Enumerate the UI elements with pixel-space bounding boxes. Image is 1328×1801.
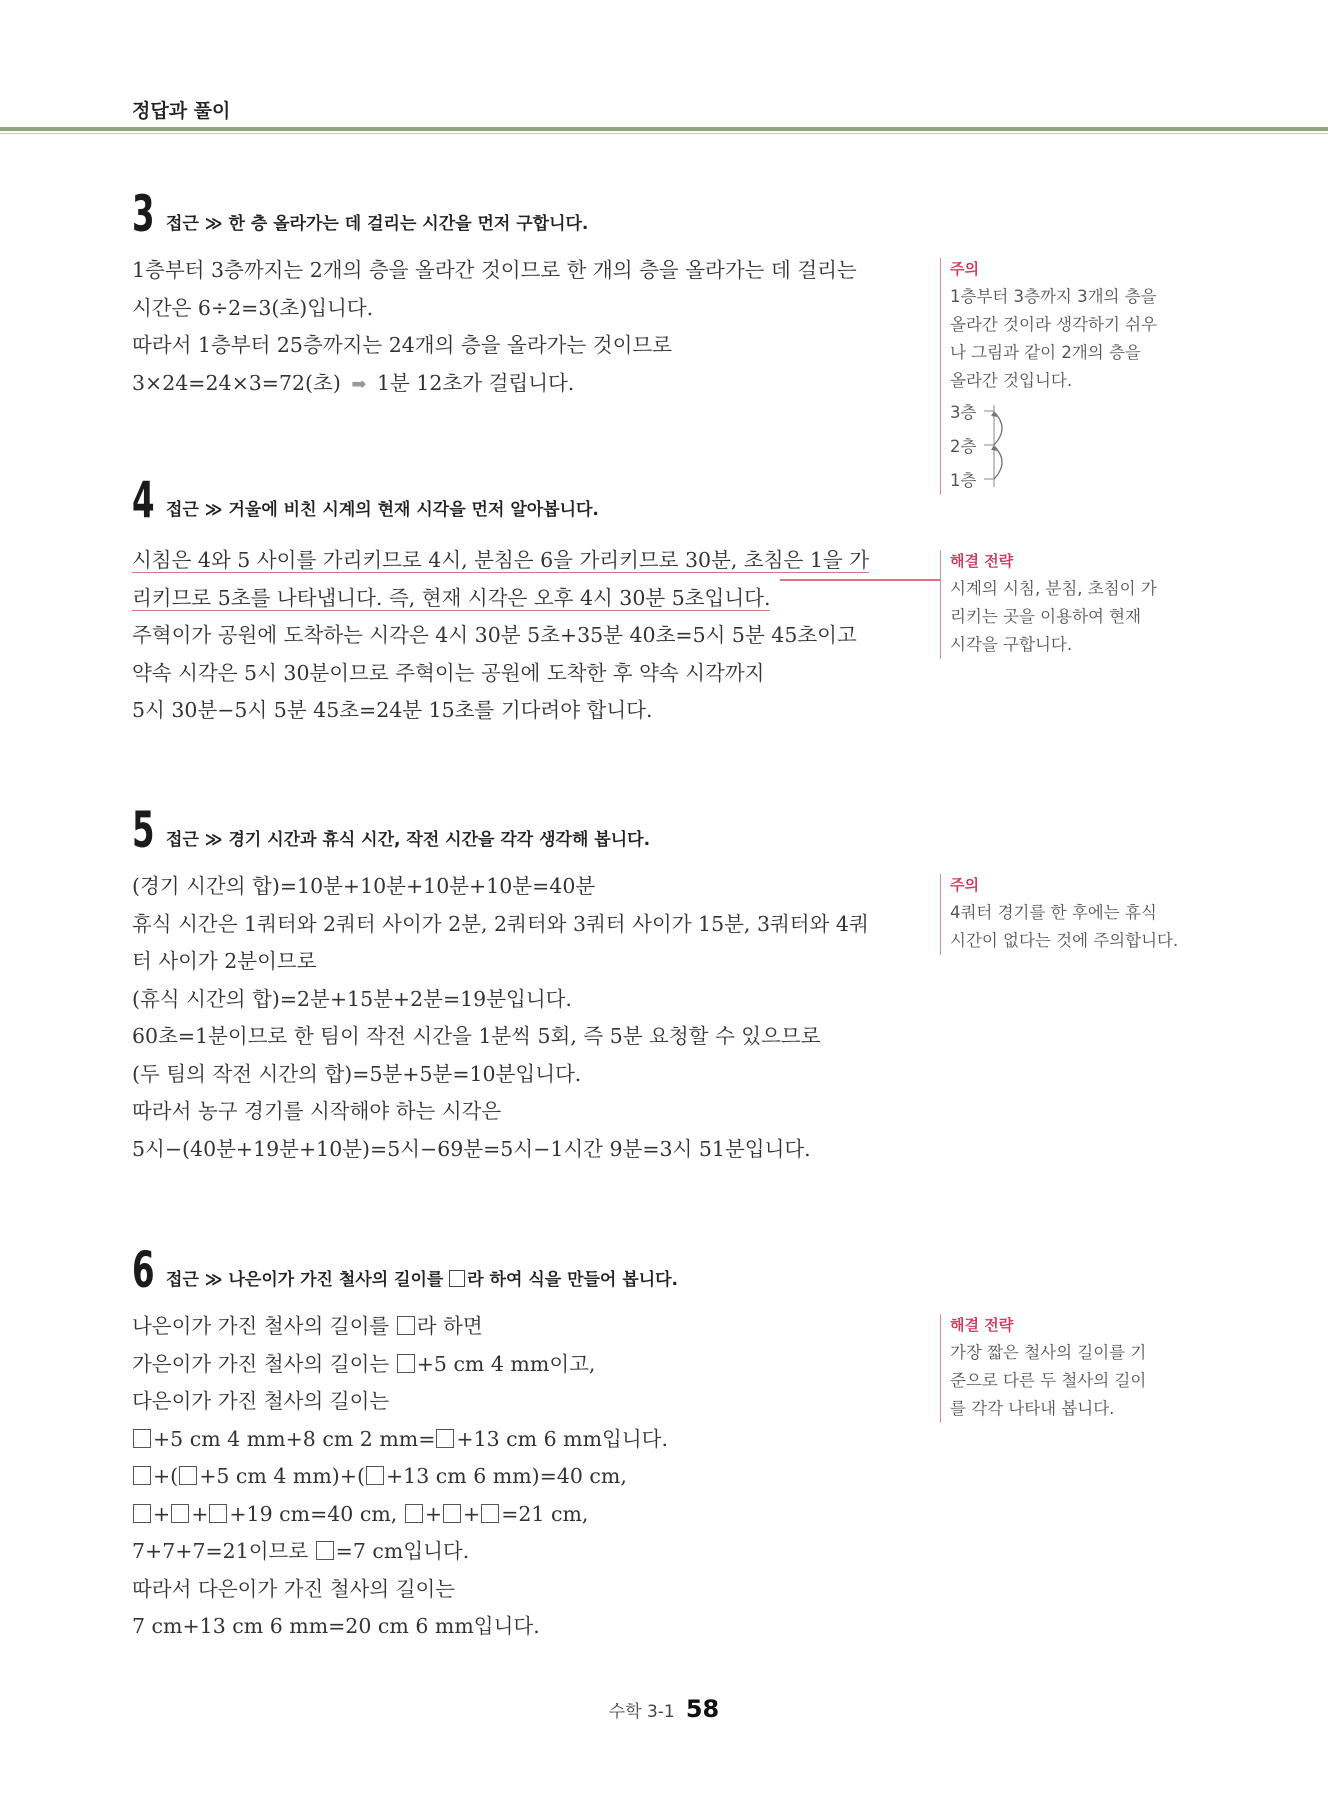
- floor-arrows-icon: [980, 399, 1020, 495]
- blank-box-icon: [397, 1354, 415, 1373]
- right-arrow-icon: ➡: [351, 373, 367, 395]
- side-note-line: 준으로 다른 두 철사의 길이: [950, 1371, 1147, 1390]
- blank-box-icon: [481, 1504, 499, 1523]
- underlined-text: 리키므로 5초를 나타냅니다. 즉, 현재 시각은 오후 4시 30분 5초입니다.: [132, 585, 771, 610]
- side-note-tag: 해결 전략: [950, 552, 1014, 570]
- blank-box-icon: [209, 1504, 227, 1523]
- blank-box-icon: [405, 1504, 423, 1523]
- section-title: [166, 1265, 678, 1292]
- section-title-part: 라 하여 식을 만들어 봅니다.: [467, 1270, 678, 1290]
- body-text: =7 cm입니다.: [335, 1539, 470, 1563]
- body-line: [132, 1533, 892, 1571]
- blank-box-icon: [366, 1466, 384, 1485]
- body-text: +5 cm 4 mm이고,: [416, 1351, 596, 1376]
- body-text: 7+7+7=21이므로: [132, 1539, 315, 1563]
- side-note-line: 리키는 곳을 이용하여 현재: [950, 607, 1142, 626]
- body-line: 따라서 1층부터 25층까지는 24개의 층을 올라가는 것이므로: [132, 333, 672, 357]
- body-text: +5 cm 4 mm)+(: [199, 1464, 365, 1488]
- section-5-heading: [132, 801, 651, 859]
- header-rule: [0, 127, 1328, 131]
- section-title-part: 접근 ≫ 나은이가 가진 철사의 길이를: [166, 1270, 444, 1290]
- body-line: [132, 1383, 892, 1421]
- body-text: +: [463, 1501, 481, 1526]
- body-line: 60초=1분이므로 한 팀이 작전 시간을 1분씩 5회, 즉 5분 요청할 수 있으므로: [132, 1024, 821, 1048]
- blank-box-icon: [133, 1429, 151, 1448]
- body-line: (경기 시간의 합)=10분+10분+10분+10분=40분: [132, 874, 596, 898]
- section-number: 4: [132, 471, 155, 529]
- section-6-body: [132, 1308, 892, 1646]
- blank-box-icon: [397, 1316, 415, 1335]
- blank-box-icon: [449, 1270, 465, 1287]
- section-3-body: [132, 252, 892, 402]
- body-line: 5시 30분−5시 5분 45초=24분 15초를 기다려야 합니다.: [132, 698, 653, 722]
- body-line: [132, 365, 892, 403]
- body-text: =21 cm,: [501, 1501, 589, 1526]
- body-text: +13 cm 6 mm입니다.: [456, 1426, 668, 1451]
- body-text: +: [191, 1501, 209, 1526]
- body-text: 나은이가 가진 철사의 길이를: [132, 1314, 396, 1338]
- body-text: 가은이가 가진 철사의 길이는: [132, 1351, 396, 1376]
- side-note-tag: 주의: [950, 260, 979, 278]
- body-text: +: [153, 1501, 171, 1526]
- body-text: +5 cm 4 mm+8 cm 2 mm=: [153, 1426, 436, 1451]
- body-line: [132, 1608, 892, 1646]
- body-text: 라 하면: [416, 1314, 483, 1338]
- body-line: [132, 1496, 892, 1534]
- side-note-line: 를 각각 나타내 봅니다.: [950, 1399, 1115, 1418]
- body-line: (두 팀의 작전 시간의 합)=5분+5분=10분입니다.: [132, 1061, 582, 1086]
- side-note-line: 올라간 것입니다.: [950, 371, 1073, 390]
- side-note-line: 시간이 없다는 것에 주의합니다.: [950, 931, 1179, 950]
- body-line: [132, 1571, 892, 1609]
- page-header-title: 정답과 풀이: [132, 100, 231, 122]
- floor-label: 1층: [950, 471, 977, 490]
- body-line: 따라서 농구 경기를 시작해야 하는 시각은: [132, 1099, 502, 1123]
- floor-diagram: [950, 399, 1190, 495]
- body-line: [132, 542, 892, 580]
- footer-label: 수학 3-1: [608, 1702, 675, 1722]
- side-note-line: 4쿼터 경기를 한 후에는 휴식: [950, 903, 1157, 922]
- body-line: 5시−(40분+19분+10분)=5시−69분=5시−1시간 9분=3시 51분입니다.: [132, 1136, 811, 1161]
- body-line: 휴식 시간은 1쿼터와 2쿼터 사이가 2분, 2쿼터와 3쿼터 사이가 15분, 3쿼터와 4쿼: [132, 911, 869, 936]
- body-line: 1층부터 3층까지는 2개의 층을 올라간 것이므로 한 개의 층을 올라가는 데 걸리는: [132, 258, 857, 282]
- side-note-tag: 주의: [950, 876, 979, 894]
- section-number: 6: [132, 1241, 155, 1299]
- body-line: [132, 1421, 892, 1459]
- side-note-line: 1층부터 3층까지 3개의 층을: [950, 287, 1157, 306]
- body-line: 터 사이가 2분이므로: [132, 949, 317, 973]
- side-note-line: 시각을 구합니다.: [950, 635, 1073, 654]
- section-3-heading: [132, 185, 589, 243]
- body-text: 7 cm+13 cm 6 mm=20 cm 6 mm입니다.: [132, 1614, 540, 1638]
- side-note-line: 시계의 시침, 분침, 초침이 가: [950, 579, 1157, 598]
- body-text: +19 cm=40 cm,: [229, 1501, 404, 1526]
- body-line: 약속 시각은 5시 30분이므로 주혁이는 공원에 도착한 후 약속 시각까지: [132, 660, 765, 685]
- section-number: 3: [132, 185, 155, 243]
- section-4-body: [132, 542, 892, 730]
- side-note-strategy-4: [940, 550, 1190, 659]
- body-line: [132, 580, 892, 618]
- side-note-line: 나 그림과 같이 2개의 층을: [950, 343, 1141, 362]
- section-title: 접근 ≫ 경기 시간과 휴식 시간, 작전 시간을 각각 생각해 봅니다.: [166, 830, 651, 850]
- body-line: [132, 1458, 892, 1496]
- blank-box-icon: [171, 1504, 189, 1523]
- body-text: 다은이가 가진 철사의 길이는: [132, 1389, 390, 1413]
- section-title: 접근 ≫ 거울에 비친 시계의 현재 시각을 먼저 알아봅니다.: [166, 500, 599, 520]
- underlined-text: 시침은 4와 5 사이를 가리키므로 4시, 분침은 6을 가리키므로 30분, 초침은 1을 가: [132, 548, 870, 572]
- body-text: +: [424, 1501, 442, 1526]
- body-line: [132, 1308, 892, 1346]
- page-number: 58: [685, 1695, 720, 1723]
- section-title: 접근 ≫ 한 층 올라가는 데 걸리는 시간을 먼저 구합니다.: [166, 214, 589, 234]
- blank-box-icon: [133, 1466, 151, 1485]
- section-number: 5: [132, 801, 155, 859]
- result-text: 1분 12초가 걸립니다.: [377, 370, 575, 395]
- body-line: (휴식 시간의 합)=2분+15분+2분=19분입니다.: [132, 986, 572, 1011]
- floor-label: 2층: [950, 437, 977, 456]
- equation-text: 3×24=24×3=72(초): [132, 370, 341, 395]
- body-line: 시간은 6÷2=3(초)입니다.: [132, 295, 374, 320]
- section-6-heading: [132, 1241, 678, 1299]
- connector-line: [780, 579, 940, 581]
- blank-box-icon: [436, 1429, 454, 1448]
- body-text: +(: [153, 1464, 179, 1488]
- section-5-body: [132, 868, 892, 1168]
- page-footer: [0, 1695, 1328, 1723]
- side-note-caution-5: [940, 874, 1190, 955]
- header-rule-thin: [0, 133, 1328, 134]
- side-note-line: 올라간 것이라 생각하기 쉬우: [950, 315, 1158, 334]
- blank-box-icon: [133, 1504, 151, 1523]
- section-4-heading: [132, 471, 599, 529]
- blank-box-icon: [316, 1541, 334, 1560]
- floor-label: 3층: [950, 403, 977, 422]
- blank-box-icon: [179, 1466, 197, 1485]
- side-note-tag: 해결 전략: [950, 1316, 1014, 1334]
- body-line: [132, 1346, 892, 1384]
- body-line: 주혁이가 공원에 도착하는 시각은 4시 30분 5초+35분 40초=5시 5분 45초이고: [132, 623, 857, 647]
- body-text: 따라서 다은이가 가진 철사의 길이는: [132, 1576, 456, 1601]
- side-note-caution-3: [940, 258, 1190, 495]
- side-note-strategy-6: [940, 1314, 1190, 1423]
- side-note-line: 가장 짧은 철사의 길이를 기: [950, 1343, 1147, 1362]
- blank-box-icon: [443, 1504, 461, 1523]
- body-text: +13 cm 6 mm)=40 cm,: [385, 1464, 627, 1488]
